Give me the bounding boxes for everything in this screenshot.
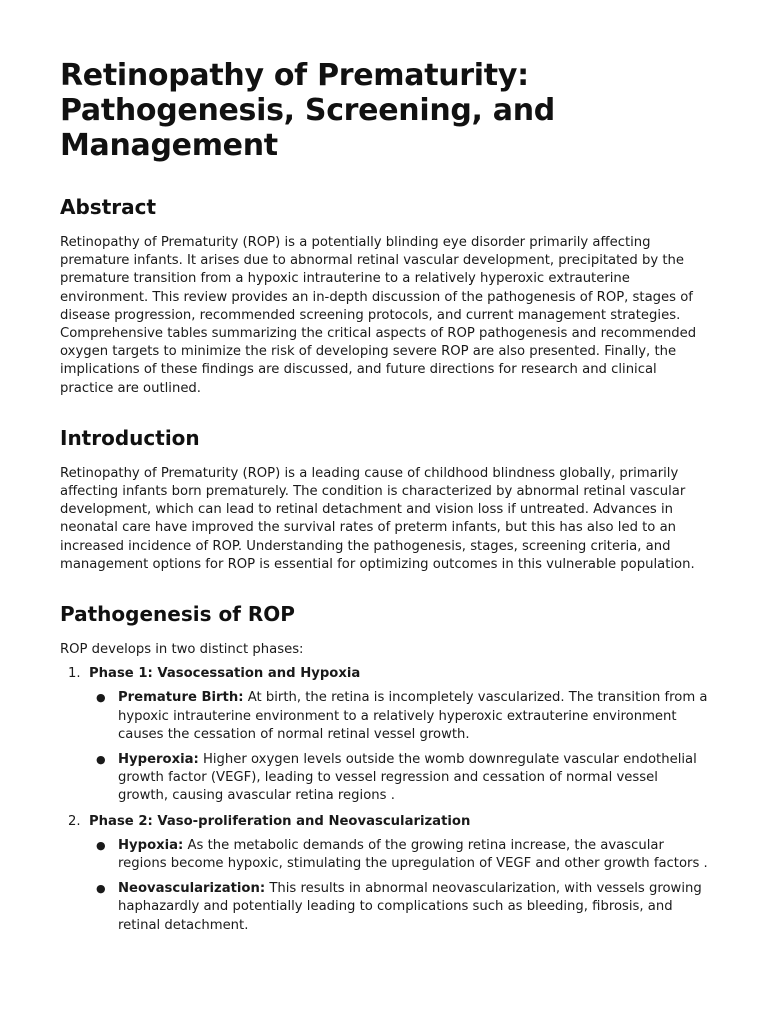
pathogenesis-section (60, 602, 710, 935)
phase-number: 2. (68, 813, 81, 829)
bullet-icon: ● (96, 882, 106, 896)
phase-item (68, 813, 710, 935)
phase-list (60, 665, 710, 935)
phase-item (68, 665, 710, 805)
pathogenesis-lead: ROP develops in two distinct phases: (60, 642, 304, 658)
bullet-icon: ● (96, 838, 106, 852)
introduction-text: Retinopathy of Prematurity (ROP) is a leading cause of childhood blindness globally, primarily affecting infants born prematurely. The condition is characterized by abnormal retinal vascular development, which can lead to retinal detachment and vision loss if untreated. Advances in neonatal care have improved the survival rates of preterm infants, but this has also led to an increased incidence of ROP. Understanding the pathogenesis, stages, screening criteria, and management options for ROP is essential for optimizing outcomes in this vulnerable population. (60, 465, 695, 572)
pathogenesis-heading: Pathogenesis of ROP (60, 602, 295, 627)
list-item (96, 689, 710, 744)
point-term: Hypoxia: (118, 837, 184, 853)
phase-title: Phase 1: Vasocessation and Hypoxia (89, 666, 361, 682)
point-term: Hyperoxia: (118, 752, 199, 768)
point-term: Premature Birth: (118, 690, 244, 706)
point-term: Neovascularization: (118, 881, 266, 897)
document-title: Retinopathy of Prematurity: Pathogenesis, Screening, and Management (60, 58, 555, 163)
point-text: As the metabolic demands of the growing retina increase, the avascular regions become hypoxic, stimulating the upregulation of VEGF and other growth factors . (118, 837, 708, 872)
phase-points (89, 689, 710, 805)
abstract-section (60, 195, 710, 398)
phase-number: 1. (68, 666, 81, 682)
list-item (96, 751, 710, 806)
phase-title: Phase 2: Vaso-proliferation and Neovascularization (89, 813, 471, 829)
point-text: Higher oxygen levels outside the womb downregulate vascular endothelial growth factor (VEGF), leading to vessel regression and cessation of normal vessel growth, causing avascular retina regions . (118, 752, 697, 804)
point-text: This results in abnormal neovascularization, with vessels growing haphazardly and potentially leading to complications such as bleeding, fibrosis, and retinal detachment. (118, 881, 702, 933)
abstract-text: Retinopathy of Prematurity (ROP) is a potentially blinding eye disorder primarily affecting premature infants. It arises due to abnormal retinal vascular development, precipitated by the premature transition from a hypoxic intrauterine to a relatively hyperoxic extrauterine environment. This review provides an in-depth discussion of the pathogenesis of ROP, stages of disease progression, recommended screening protocols, and current management strategies. Comprehensive tables summarizing the critical aspects of ROP pathogenesis and recommended oxygen targets to minimize the risk of developing severe ROP are also presented. Finally, the implications of these findings are discussed, and future directions for research and clinical practice are outlined. (60, 235, 697, 396)
list-item (96, 837, 710, 873)
point-text: At birth, the retina is incompletely vascularized. The transition from a hypoxic intrauterine environment to a relatively hyperoxic extrauterine environment causes the cessation of normal retinal vessel growth. (118, 690, 708, 742)
bullet-icon: ● (96, 691, 106, 705)
phase-points (89, 837, 710, 935)
bullet-icon: ● (96, 753, 106, 767)
introduction-section (60, 426, 710, 574)
introduction-heading: Introduction (60, 425, 200, 450)
list-item (96, 880, 710, 935)
abstract-heading: Abstract (60, 195, 157, 219)
